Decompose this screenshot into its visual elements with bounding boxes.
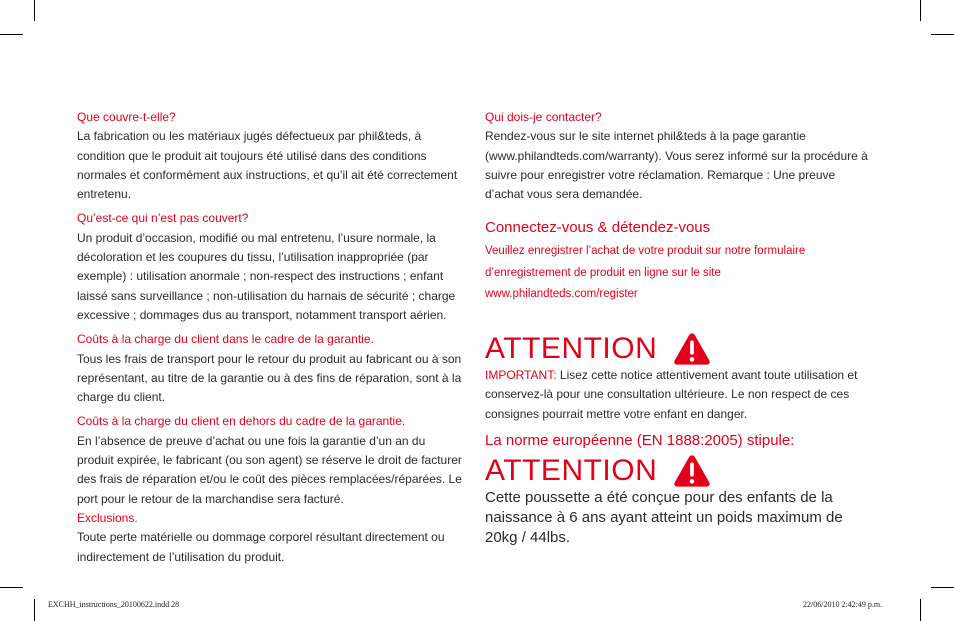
connect-title: Connectez-vous & détendez-vous — [485, 219, 711, 237]
crop-mark — [931, 34, 954, 35]
crop-mark — [0, 587, 23, 588]
norm-text: Cette poussette a été conçue pour des enfants de la naissance à 6 ans ayant atteint un poids maximum de 20kg / 44lbs. — [485, 488, 843, 546]
attention-title: ATTENTION — [485, 331, 658, 365]
crop-mark — [0, 34, 23, 35]
section-text: Un produit d’occasion, modifié ou mal entretenu, l’usure normale, la décoloration et les coupures du tissu, l’utilisation inappropriée (par exemple) : utilisation anormale ; non-respect des instructions ; enfant laissé sans surveillance ; non-utilisation du harnais de sécurité ; charge excessive ; dommages dus au transport, notamment transport aérien. — [77, 230, 456, 322]
attention-banner — [485, 454, 875, 488]
section-heading: Coûts à la charge du client dans le cadre de la garantie. — [77, 332, 374, 347]
slug-file: EXCHH_instructions_20100622.indd 28 — [48, 600, 180, 609]
warning-icon — [673, 454, 711, 488]
crop-mark — [931, 587, 954, 588]
contact-text: Rendez-vous sur le site internet phil&teds à la page garantie (www.philandteds.com/warranty). Vous serez informé sur la procédure à suivre pour enregistrer votre réclamation. Remarque : Une preuve d’achat vous sera demandée. — [485, 129, 868, 202]
section-heading: Exclusions. — [77, 510, 138, 525]
crop-mark — [920, 0, 921, 21]
slug-date: 22/06/2010 2:42:49 p.m. — [803, 600, 883, 609]
norm-title: La norme européenne (EN 1888:2005) stipule: — [485, 431, 795, 449]
section-text: En l’absence de preuve d’achat ou une fois la garantie d’un an du produit expirée, le fabricant (ou son agent) se réserve le droit de facturer des frais de réparation et/ou le coût des pièces remplacées/réparées. Le port pour le retour de la marchandise sera facturé. — [77, 433, 462, 506]
section-heading: Que couvre-t-elle? — [77, 110, 176, 124]
important-label: IMPORTANT: — [485, 367, 557, 382]
important-text: Lisez cette notice attentivement avant toute utilisation et conservez-là pour une consultation ultérieure. Le non respect de ces consignes pourrait mettre votre enfant en danger. — [485, 367, 858, 421]
crop-mark — [34, 0, 35, 21]
section-heading: Coûts à la charge du client en dehors du cadre de la garantie. — [77, 414, 406, 429]
warning-icon — [673, 332, 711, 366]
section-text: La fabrication ou les matériaux jugés défectueux par phil&teds, à condition que le produit ait toujours été utilisé dans des conditions normales et conformément aux instructions, et qu’il ait été correctement entretenu. — [77, 129, 458, 202]
right-column — [485, 108, 875, 548]
connect-text: Veuillez enregistrer l’achat de votre produit sur notre formulaire d’enregistrement de produit en ligne sur le site www.philandteds.com/register — [485, 245, 806, 301]
contact-heading: Qui dois-je contacter? — [485, 110, 602, 124]
section-text: Tous les frais de transport pour le retour du produit au fabricant ou à son représentant, au titre de la garantie ou à des fins de réparation, sont à la charge du client. — [77, 351, 462, 405]
left-column — [77, 108, 465, 572]
crop-mark — [34, 599, 35, 621]
section-text: Toute perte matérielle ou dommage corporel résultant directement ou indirectement de l’utilisation du produit. — [77, 530, 445, 564]
section-heading: Qu’est-ce qui n’est pas couvert? — [77, 211, 249, 226]
important-notice — [485, 366, 875, 424]
attention-title: ATTENTION — [485, 453, 658, 487]
crop-mark — [920, 599, 921, 621]
attention-banner — [485, 332, 875, 366]
